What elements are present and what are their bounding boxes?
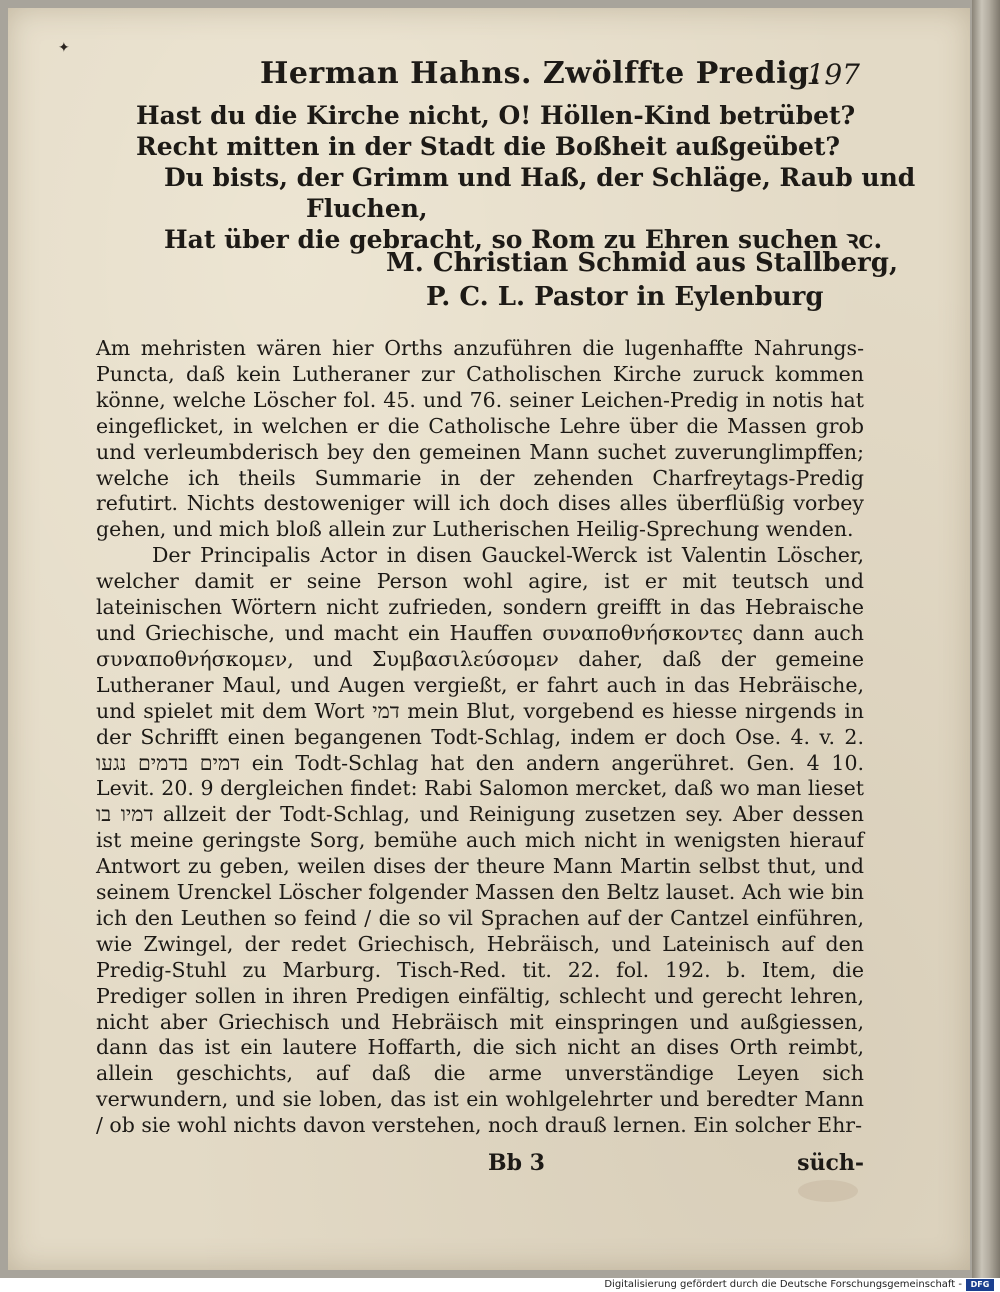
stain bbox=[798, 1180, 858, 1202]
catchword: süch- bbox=[797, 1150, 864, 1176]
page-number: 197 bbox=[806, 58, 860, 91]
signature-mark: Bb 3 bbox=[488, 1150, 545, 1176]
funding-footer bbox=[0, 1278, 1000, 1292]
dfg-logo: DFG bbox=[966, 1279, 994, 1291]
signature-line: P. C. L. Pastor in Eylenburg bbox=[426, 282, 824, 312]
paragraph: Der Principalis Actor in disen Gauckel-Werck ist Valentin Löscher, welcher damit er seine Person wohl agire, ist er mit teutsch und lateinischen Wörtern nicht zufrieden, sondern greifft in das Hebraische und Griechische, und macht ein Hauffen συναποθνήσκοντες dann auch συναποθνήσκομεν, und Συμβασιλεύσομεν daher, daß der gemeine Lutheraner Maul, und Augen vergießt, er fahrt auch in das Hebräische, und spielet mit dem Wort דמי mein Blut, vorgebend es hiesse nirgends in der Schrifft einen begangenen Todt-Schlag, indem er doch Ose. 4. v. 2. דמים בדמים נגעו ein Todt-Schlag hat den andern angerühret. Gen. 4 10. Levit. 20. 9 dergleichen findet: Rabi Salomon mercket, daß wo man lieset דמיו בו allzeit der Todt-Schlag, und Reinigung zusetzen sey. Aber dessen ist meine geringste Sorg, bemühe auch mich nicht in wenigsten hierauf Antwort zu geben, weilen dises der theure Mann Martin selbst thut, und seinem Urenckel Löscher folgender Massen den Beltz lauset. Ach wie bin ich den Leuthen so feind / die so vil Sprachen auf der Cantzel einführen, wie Zwingel, der redet Griechisch, Hebräisch, und Lateinisch auf den Predig-Stuhl zu Marburg. Tisch-Red. tit. 22. fol. 192. b. Item, die Prediger sollen in ihren Predigen einfältig, schlecht und gerecht lehren, nicht aber Griechisch und Hebräisch mit einspringen und außgiessen, dann das ist ein lautere Hoffarth, die sich nicht an dises Orth reimbt, allein geschichts, auf daß die arme unverständige Leyen sich verwundern, und sie loben, das ist ein wohlgelehrter und beredter Mann / ob sie wohl nichts davon verstehen, noch drauß lernen. Ein solcher Ehr- bbox=[96, 543, 864, 1138]
running-head: Herman Hahns. Zwölffte Predig. bbox=[260, 56, 821, 91]
signature-line: M. Christian Schmid aus Stallberg, bbox=[386, 248, 898, 278]
verse-block bbox=[126, 100, 916, 255]
verse-line: Hast du die Kirche nicht, O! Höllen-Kind betrübet? bbox=[136, 101, 856, 130]
funding-note: Digitalisierung gefördert durch die Deutsche Forschungsgemeinschaft - bbox=[604, 1279, 962, 1290]
page-footer-line bbox=[96, 1150, 864, 1180]
page-edge bbox=[972, 0, 1000, 1278]
verse-signature bbox=[386, 246, 898, 314]
verse-line: Du bists, der Grimm und Haß, der Schläge, Raub und bbox=[164, 163, 916, 192]
verse-line: Hat über die gebracht, so Rom zu Ehren suchen ꝛc. bbox=[164, 225, 883, 254]
paragraph: Am mehristen wären hier Orths anzuführen die lugenhaffte Nahrungs-Puncta, daß kein Lutheraner zur Catholischen Kirche zuruck kommen könne, welche Löscher fol. 45. und 76. seiner Leichen-Predig in notis hat eingeflicket, in welchen er die Catholische Lehre über die Massen grob und verleumbderisch bey den gemeinen Mann suchet zuverunglimpffen; welche ich theils Summarie in der zehenden Charfreytags-Predig refutirt. Nichts destoweniger will ich doch dises alles überflüßig vorbey gehen, und mich bloß allein zur Lutherischen Heilig-Sprechung wenden. bbox=[96, 336, 864, 542]
ink-mark-icon: ✦ bbox=[58, 40, 70, 56]
book-page bbox=[8, 8, 970, 1270]
verse-line: Fluchen, bbox=[306, 194, 428, 223]
body-text bbox=[96, 336, 864, 1139]
verse-line: Recht mitten in der Stadt die Boßheit außgeübet? bbox=[136, 132, 841, 161]
